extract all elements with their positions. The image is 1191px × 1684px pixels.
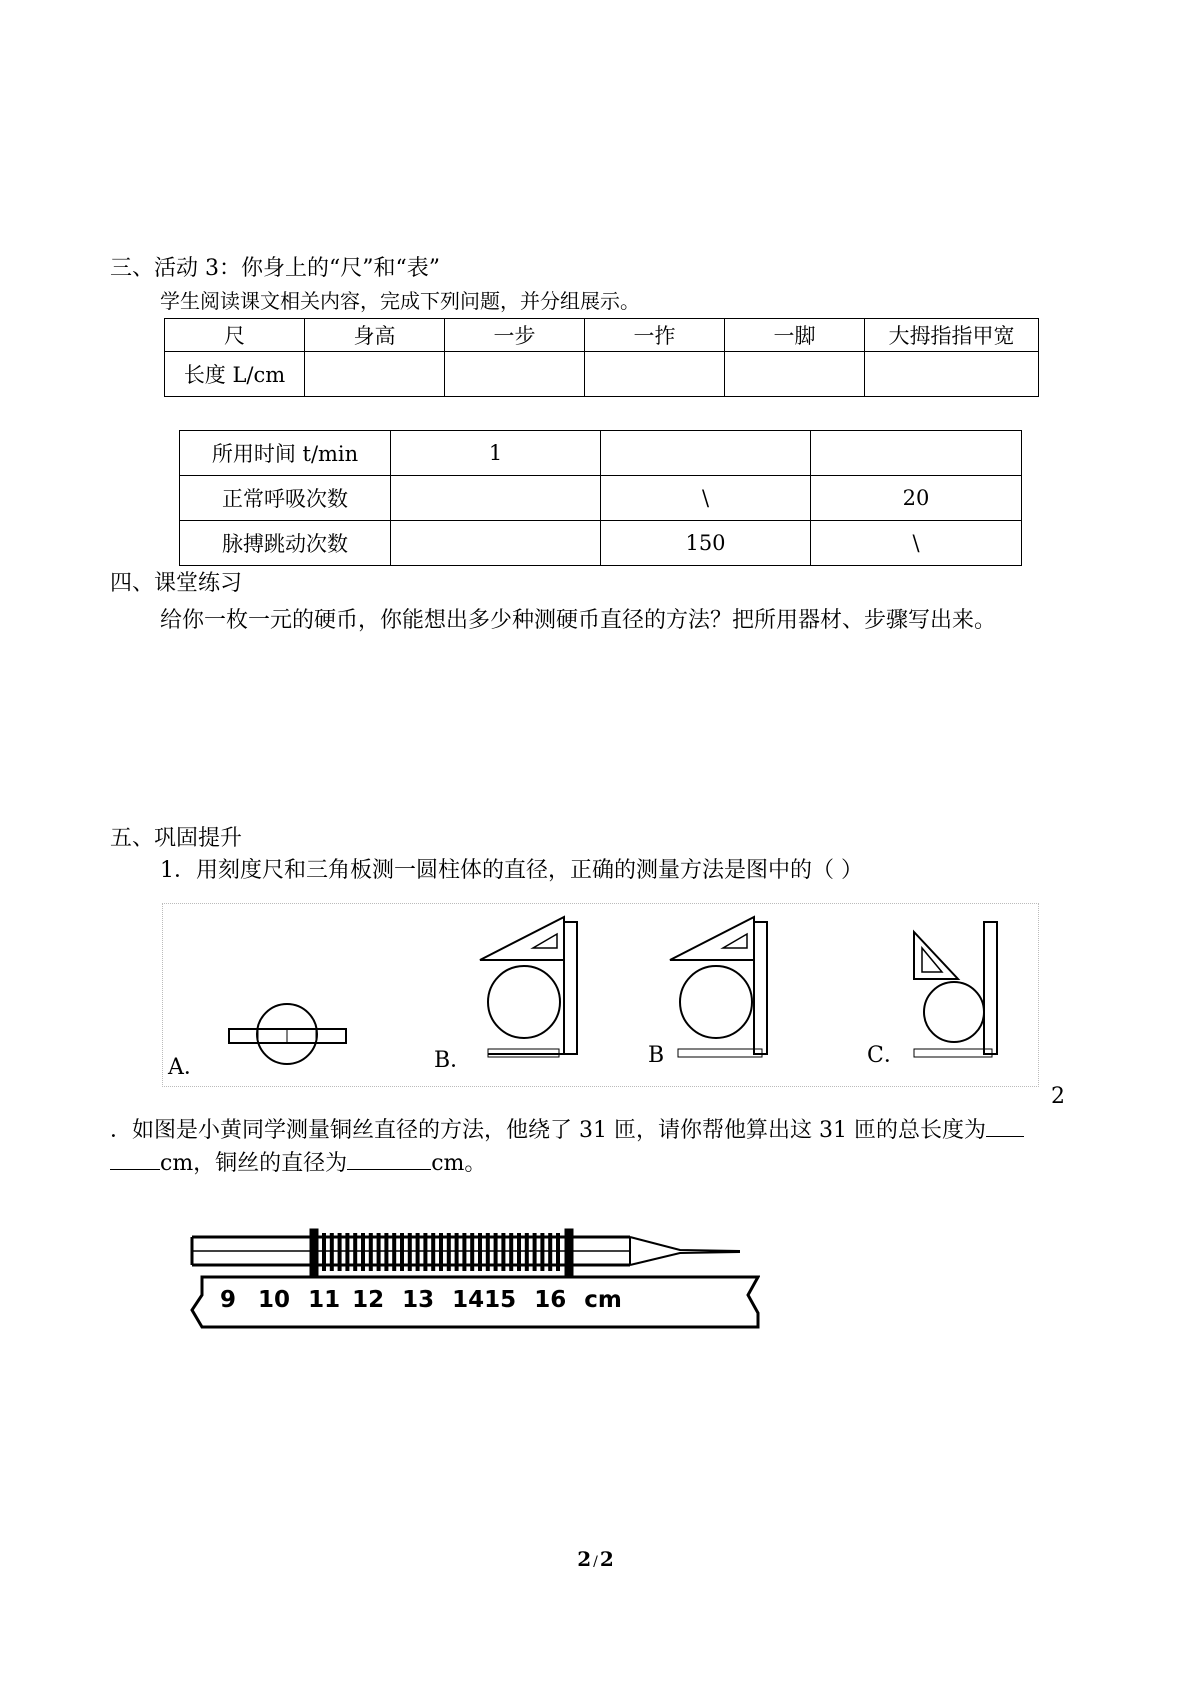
question-2-number: 2 bbox=[1051, 1084, 1065, 1109]
total-length-blank[interactable] bbox=[110, 1147, 160, 1170]
coil-turn bbox=[478, 1233, 482, 1271]
coil-turn bbox=[533, 1233, 537, 1271]
coil-turn bbox=[540, 1233, 544, 1271]
coil-turn bbox=[416, 1233, 420, 1271]
diameter-blank[interactable] bbox=[347, 1147, 431, 1170]
question-2-text: ．如图是小黄同学测量铜丝直径的方法，他绕了 31 匝，请你帮他算出这 31 匝的总长度为 bbox=[110, 1118, 986, 1143]
section-3-intro: 学生阅读课文相关内容，完成下列问题，并分组展示。 bbox=[160, 289, 640, 313]
table-cell bbox=[811, 431, 1022, 476]
copper-wire-figure bbox=[180, 1215, 760, 1335]
ruler-tick-label: 10 bbox=[258, 1287, 291, 1313]
total-pages: 2 bbox=[599, 1547, 614, 1571]
cylinder-measurement-figure bbox=[162, 903, 1039, 1087]
coil-turn bbox=[322, 1233, 326, 1271]
coil-turn bbox=[431, 1233, 435, 1271]
table-row bbox=[180, 431, 1022, 476]
table-cell: 脉搏跳动次数 bbox=[180, 521, 391, 566]
current-page: 2 bbox=[577, 1547, 592, 1571]
coil-turn bbox=[345, 1233, 349, 1271]
table-row bbox=[180, 521, 1022, 566]
coil-turn bbox=[369, 1233, 373, 1271]
ruler-tick-label: 15 bbox=[484, 1287, 517, 1313]
table-cell bbox=[601, 431, 811, 476]
coil-turn bbox=[447, 1233, 451, 1271]
copper-wire-drawing bbox=[180, 1215, 760, 1335]
coil-turn bbox=[408, 1233, 412, 1271]
option-a-drawing bbox=[229, 1004, 346, 1064]
table-cell: 一拃 bbox=[585, 319, 725, 352]
section-4-heading: 四、课堂练习 bbox=[110, 571, 243, 596]
coil-turn bbox=[361, 1233, 365, 1271]
table-cell: 尺 bbox=[165, 319, 305, 352]
coil-turn bbox=[439, 1233, 443, 1271]
option-c-label: C． bbox=[867, 1043, 906, 1068]
coil-turn bbox=[501, 1233, 505, 1271]
question-2-line-2 bbox=[110, 1147, 486, 1178]
option-b-label: B． bbox=[434, 1048, 473, 1073]
page-separator: / bbox=[593, 1554, 598, 1570]
coil-turn bbox=[384, 1233, 388, 1271]
table-row bbox=[165, 352, 1039, 397]
cylinder-measurement-drawing bbox=[163, 904, 1038, 1086]
table-cell: 1 bbox=[391, 431, 601, 476]
section-4-question: 给你一枚一元的硬币，你能想出多少种测硬币直径的方法？把所用器材、步骤写出来。 bbox=[160, 608, 997, 633]
option-b2-drawing bbox=[670, 917, 767, 1057]
ruler-tick-label: 12 bbox=[352, 1287, 385, 1313]
ruler-scale bbox=[220, 1287, 622, 1313]
body-measure-table bbox=[164, 318, 1039, 397]
table-cell: 一步 bbox=[445, 319, 585, 352]
coil-turn bbox=[330, 1233, 334, 1271]
option-a-label: A． bbox=[168, 1055, 206, 1080]
page-number bbox=[0, 1547, 1191, 1571]
coil-turn bbox=[494, 1233, 498, 1271]
answer-blank[interactable] bbox=[986, 1114, 1024, 1137]
coil-turn bbox=[353, 1233, 357, 1271]
table-cell: 20 bbox=[811, 476, 1022, 521]
coil-turn bbox=[338, 1233, 342, 1271]
coil-turn bbox=[455, 1233, 459, 1271]
coil-turn bbox=[509, 1233, 513, 1271]
question-2-line-1 bbox=[110, 1114, 1024, 1145]
table-cell: 正常呼吸次数 bbox=[180, 476, 391, 521]
table-cell: 一脚 bbox=[725, 319, 865, 352]
ruler-unit-label: cm bbox=[584, 1287, 622, 1313]
table-cell: 大拇指指甲宽 bbox=[865, 319, 1039, 352]
coil-turn bbox=[517, 1233, 521, 1271]
body-timer-table bbox=[179, 430, 1022, 566]
coil-turn bbox=[556, 1233, 560, 1271]
coil-turn bbox=[423, 1233, 427, 1271]
ruler-tick-label: 11 bbox=[308, 1287, 341, 1313]
table-header-row bbox=[165, 319, 1039, 352]
ruler-tick-label: 13 bbox=[402, 1287, 435, 1313]
coil-turn bbox=[470, 1233, 474, 1271]
coil-turn bbox=[377, 1233, 381, 1271]
option-b-drawing bbox=[480, 917, 577, 1057]
table-cell bbox=[865, 352, 1039, 397]
option-b2-label: B bbox=[648, 1043, 665, 1068]
table-cell: 所用时间 t/min bbox=[180, 431, 391, 476]
coil-turn bbox=[392, 1233, 396, 1271]
table-cell: \ bbox=[601, 476, 811, 521]
table-cell: 身高 bbox=[305, 319, 445, 352]
table-cell: 长度 L/cm bbox=[165, 352, 305, 397]
coil-turn bbox=[400, 1233, 404, 1271]
table-cell: 150 bbox=[601, 521, 811, 566]
table-cell: \ bbox=[811, 521, 1022, 566]
table-cell bbox=[725, 352, 865, 397]
ruler-tick-label: 16 bbox=[534, 1287, 567, 1313]
table-cell bbox=[585, 352, 725, 397]
question-2-text-b: cm。 bbox=[431, 1151, 487, 1176]
question-2-text-a: cm，铜丝的直径为 bbox=[160, 1151, 348, 1176]
section-3-heading: 三、活动 3：你身上的“尺”和“表” bbox=[110, 256, 440, 281]
question-1: 1．用刻度尺和三角板测一圆柱体的直径，正确的测量方法是图中的（ ） bbox=[160, 858, 863, 883]
coil-turn bbox=[548, 1233, 552, 1271]
section-5-heading: 五、巩固提升 bbox=[110, 826, 243, 851]
table-cell bbox=[445, 352, 585, 397]
table-cell bbox=[391, 521, 601, 566]
table-cell bbox=[391, 476, 601, 521]
coil-turn bbox=[525, 1233, 529, 1271]
ruler-tick-label: 14 bbox=[452, 1287, 485, 1313]
coil-turn bbox=[462, 1233, 466, 1271]
coil-turn bbox=[486, 1233, 490, 1271]
ruler-tick-label: 9 bbox=[220, 1287, 237, 1313]
option-c-drawing bbox=[914, 922, 997, 1057]
table-cell bbox=[305, 352, 445, 397]
table-row bbox=[180, 476, 1022, 521]
